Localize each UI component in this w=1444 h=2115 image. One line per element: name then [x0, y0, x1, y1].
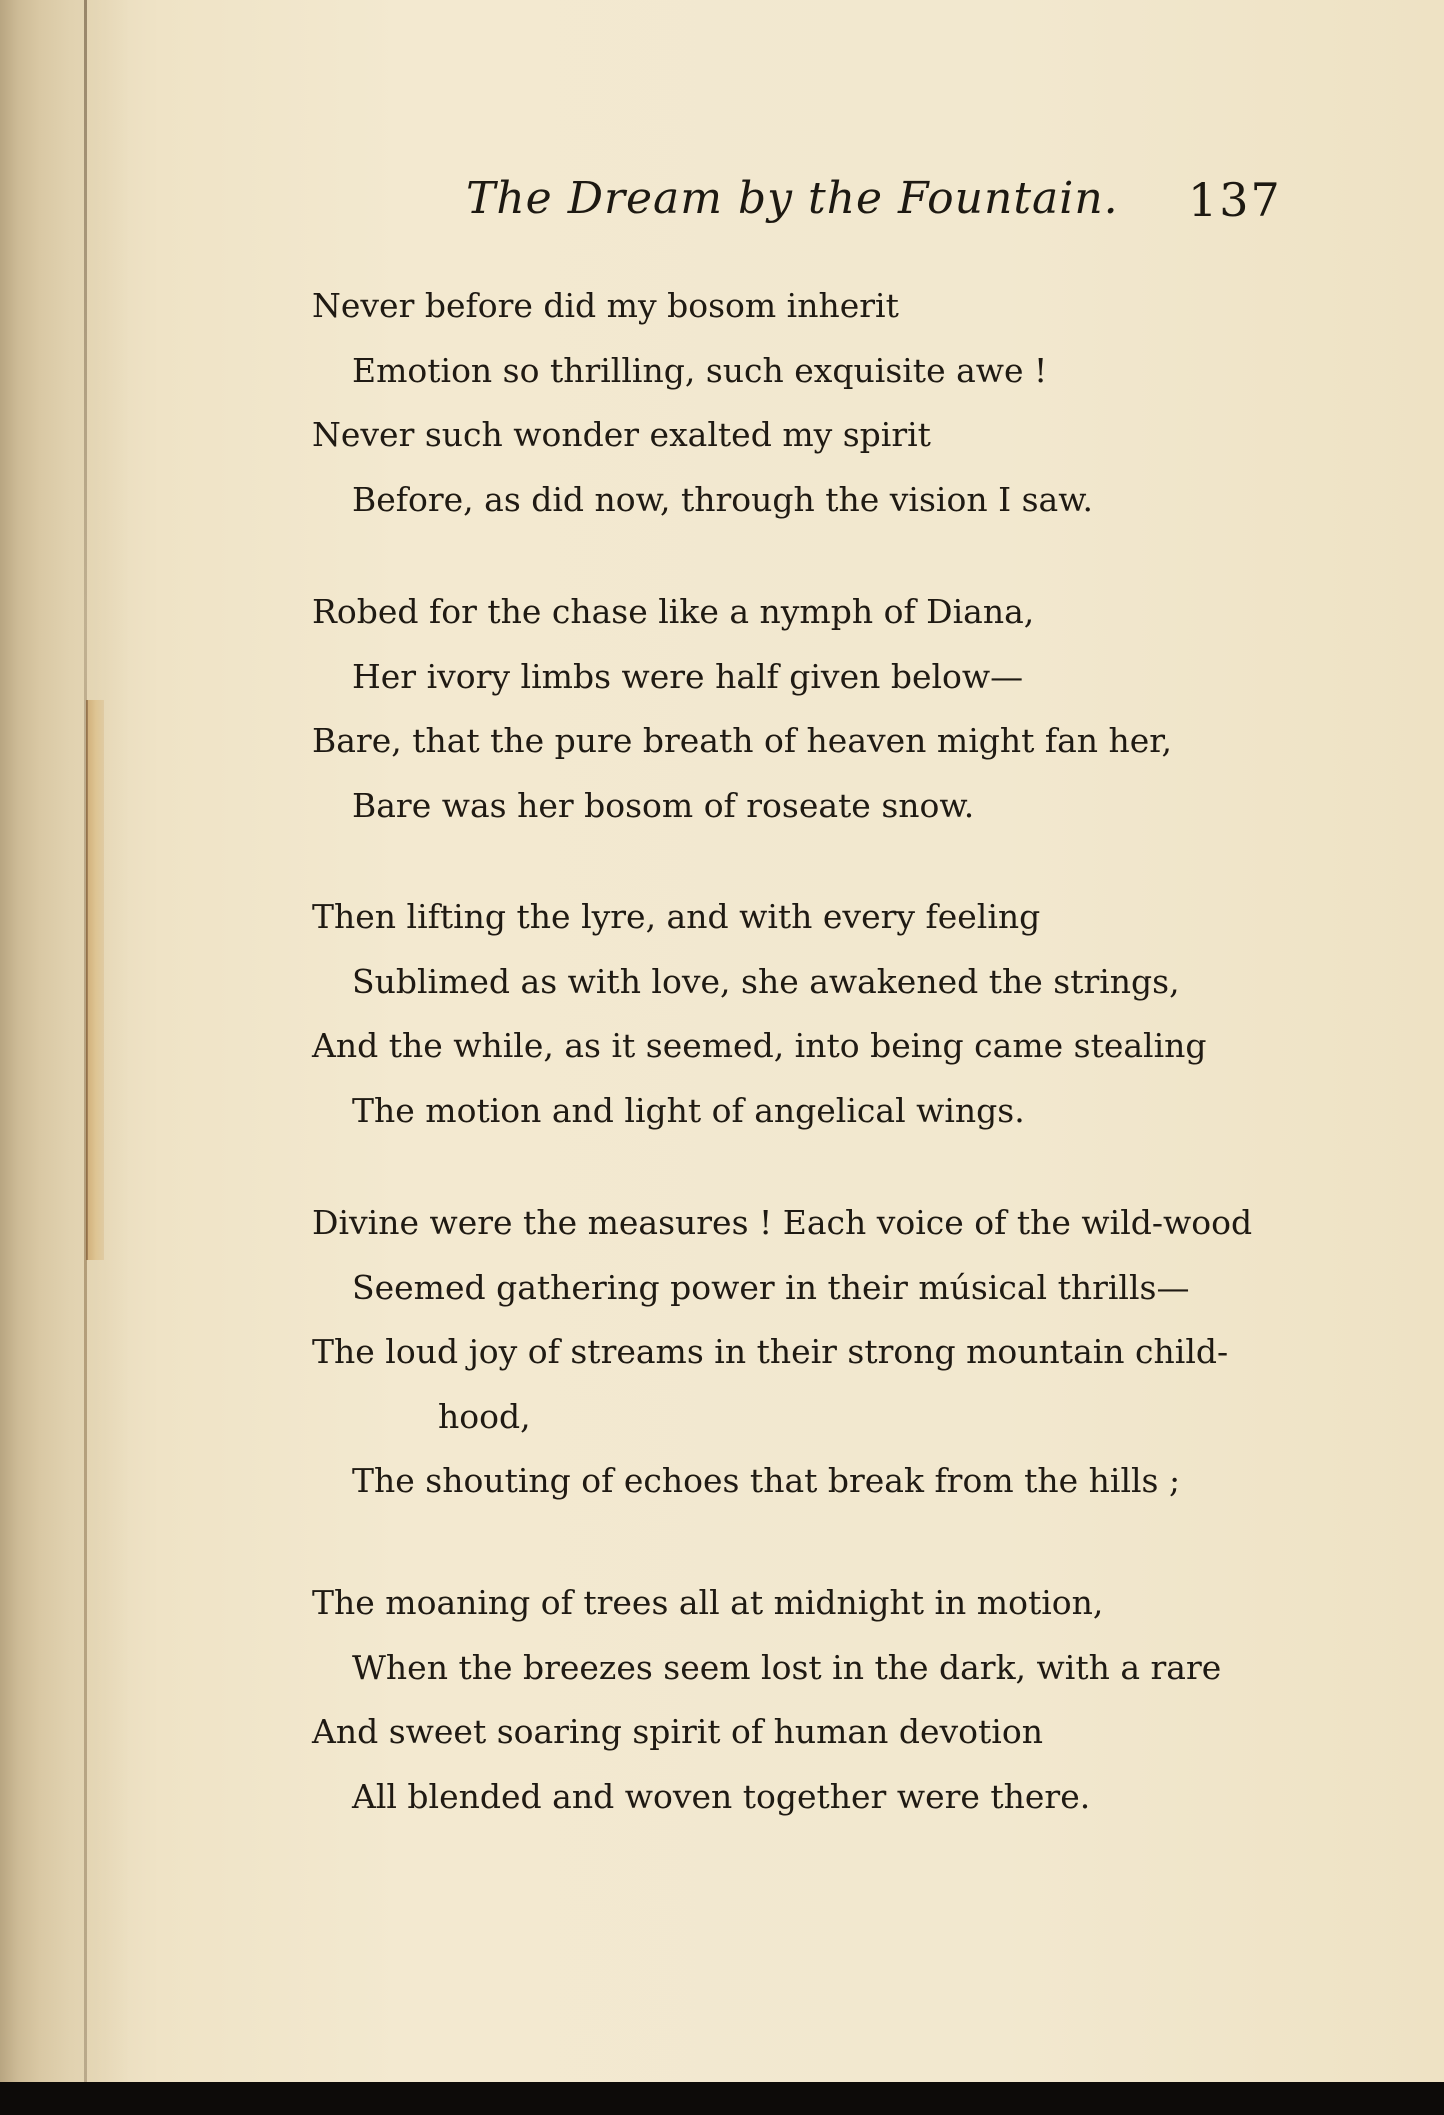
poem-line: The moaning of trees all at midnight in motion, [312, 1583, 1104, 1622]
poem-line: Robed for the chase like a nymph of Diana, [312, 592, 1035, 631]
poem-line: The shouting of echoes that break from the hills ; [352, 1461, 1181, 1500]
running-head [0, 165, 1444, 235]
running-head-title: The Dream by the Fountain. [466, 173, 1119, 224]
poem-line: Never such wonder exalted my spirit [312, 415, 931, 454]
poem-line: hood, [438, 1396, 531, 1436]
poem-line: The loud joy of streams in their strong mountain child- [312, 1332, 1229, 1371]
scan-bottom-edge [0, 2082, 1444, 2115]
poem-line: Emotion so thrilling, such exquisite awe ! [352, 350, 1048, 390]
poem-line: The motion and light of angelical wings. [352, 1090, 1025, 1130]
poem-line: Then lifting the lyre, and with every feeling [312, 897, 1041, 936]
poem-line: Her ivory limbs were half given below— [352, 656, 1024, 696]
book-spine-shadow [0, 0, 130, 2082]
poem-line: Sublimed as with love, she awakened the strings, [352, 961, 1180, 1001]
poem-line: Seemed gathering power in their músical thrills— [352, 1267, 1190, 1307]
poem-line: Before, as did now, through the vision I saw. [352, 479, 1094, 519]
poem-line: Bare, that the pure breath of heaven might fan her, [312, 721, 1172, 760]
poem-line: And sweet soaring spirit of human devotion [312, 1712, 1043, 1751]
poem-line: Never before did my bosom inherit [312, 286, 899, 325]
poem-line: And the while, as it seemed, into being came stealing [312, 1026, 1207, 1065]
binding-tape [86, 700, 104, 1260]
poem-line: When the breezes seem lost in the dark, with a rare [352, 1647, 1222, 1687]
page-number: 137 [1188, 173, 1282, 227]
poem-line: Bare was her bosom of roseate snow. [352, 785, 975, 825]
poem-line: Divine were the measures ! Each voice of the wild-wood [312, 1203, 1253, 1242]
poem-line: All blended and woven together were there. [352, 1776, 1091, 1816]
